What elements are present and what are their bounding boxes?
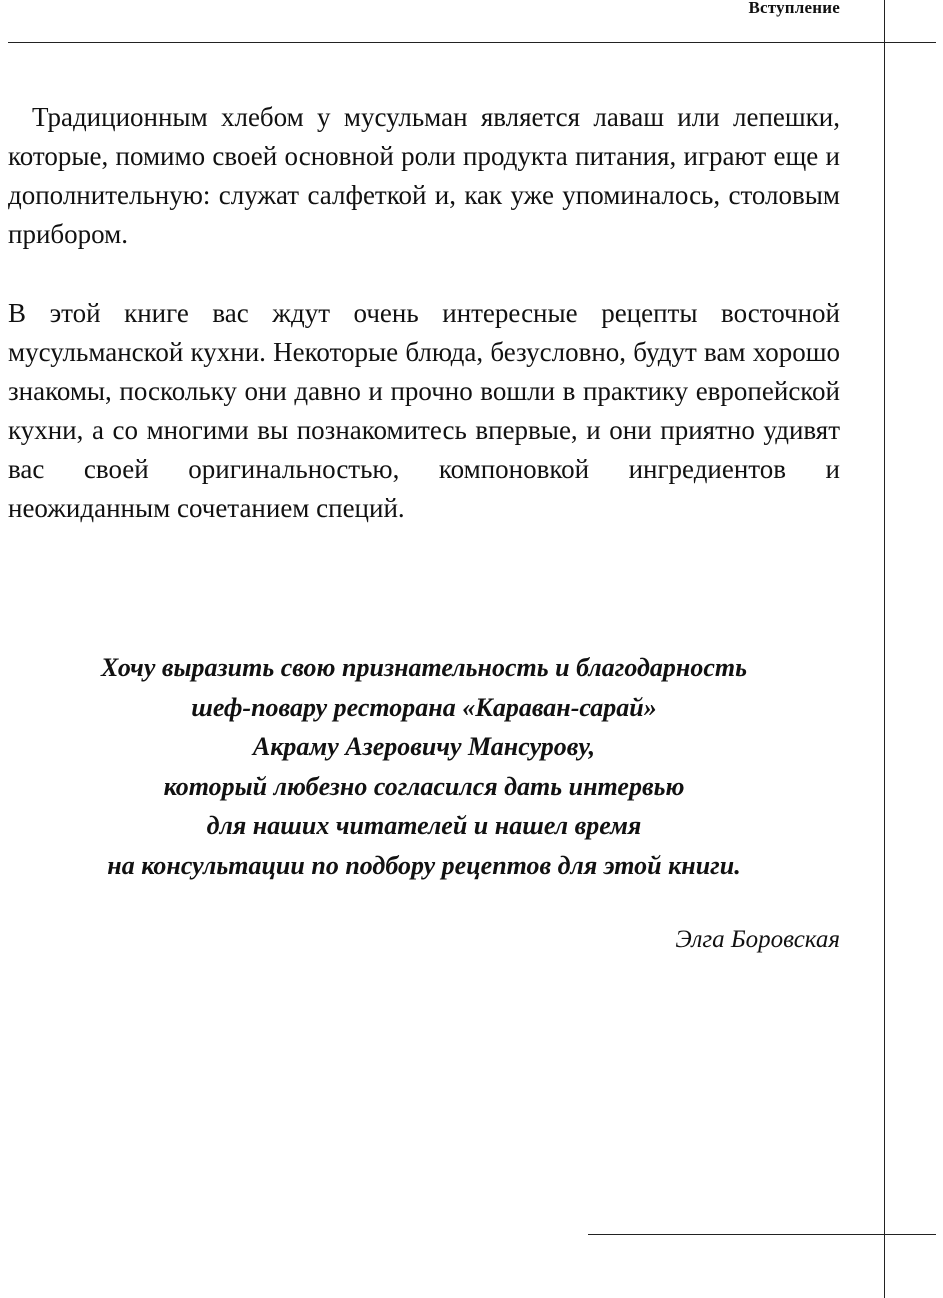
body-paragraph: В этой книге вас ждут очень интересные рецепты восточной мусульманской кухни. Некоторые блюда, безусловно, будут вам хорошо знакомы, поскольку они давно и прочно вошли в практику европейской кухни, а со многими вы познакомитесь впервые, и они приятно удивят вас своей оригинальностью, компоновкой ингредиентов и неожиданным сочетанием специй.	[8, 298, 840, 523]
acknowledgement-line: для наших читателей и нашел время	[206, 811, 642, 840]
acknowledgement-block	[8, 648, 840, 885]
section-header: Вступление	[748, 0, 840, 17]
acknowledgement-line: шеф-повару ресторана «Караван-сарай»	[191, 692, 657, 722]
acknowledgement-line: Хочу выразить свою признательность и благодарность	[101, 653, 747, 682]
author-signature: Элга Боровская	[675, 926, 840, 953]
acknowledgement-line: Акраму Азеровичу Мансурову,	[252, 732, 596, 761]
acknowledgement-line: на консультации по подбору рецептов для этой книги.	[107, 850, 741, 880]
footer-rule	[588, 1234, 936, 1235]
margin-rule	[884, 0, 885, 1298]
header-rule	[8, 42, 936, 43]
body-paragraph: Традиционным хлебом у мусульман является лаваш или лепешки, которые, помимо своей основной роли продукта питания, играют еще и дополнительную: служат салфеткой и, как уже упоминалось, столовым прибором.	[8, 102, 840, 249]
acknowledgement-line: который любезно согласился дать интервью	[163, 771, 685, 801]
